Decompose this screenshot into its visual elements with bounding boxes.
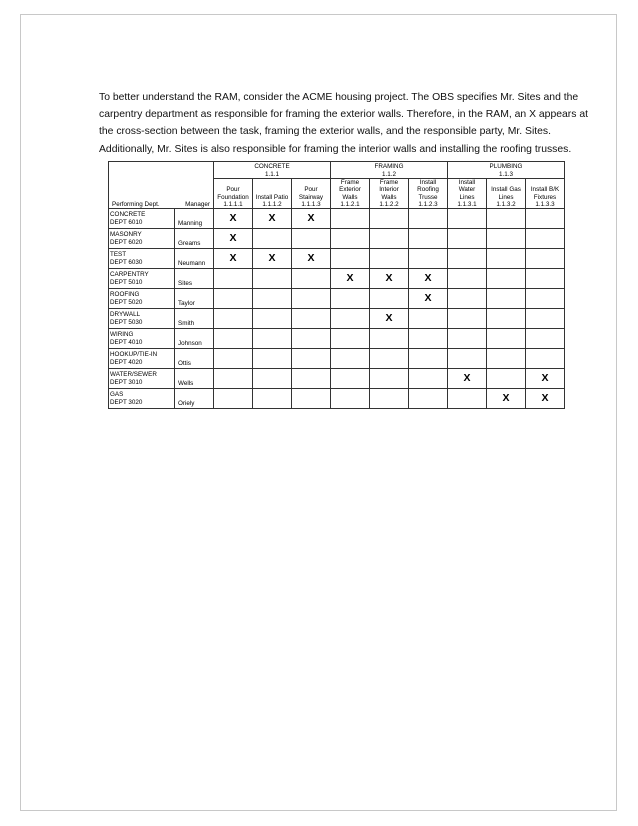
dept-name: DRYWALL [110,311,141,319]
assignment-mark: X [409,269,448,289]
task-label-line: 1.1.1.3 [301,200,321,208]
empty-cell [292,309,331,329]
empty-cell [448,289,487,309]
task-label-line [488,179,524,186]
dept-number: DEPT 3020 [110,398,143,406]
task-label-line: Install Gas [491,186,521,194]
group-code: 1.1.2 [331,171,448,179]
task-header [487,179,526,209]
empty-cell [331,389,370,409]
empty-cell [370,329,409,349]
empty-cell [487,289,526,309]
task-label-line: 1.1.3.3 [535,200,555,208]
empty-cell [487,329,526,349]
task-header [292,179,331,209]
manager-cell: Wells [175,369,214,389]
dept-cell [109,269,175,289]
task-label-line: Frame [379,179,399,187]
assignment-mark: X [253,249,292,269]
table-row [109,289,565,309]
dept-number: DEPT 5020 [110,298,143,306]
assignment-mark: X [448,369,487,389]
table-row [109,389,565,409]
dept-name: CONCRETE [110,211,146,219]
table-row [109,309,565,329]
group-name-plumbing: PLUMBING [448,162,565,172]
task-label-line: Fixtures [533,193,557,201]
manager-cell: Manning [175,209,214,229]
dept-name: MASONRY [110,231,142,239]
empty-cell [370,229,409,249]
assignment-mark: X [214,229,253,249]
dept-number: DEPT 6030 [110,258,143,266]
assignment-mark: X [526,369,565,389]
dept-number: DEPT 4010 [110,338,143,346]
empty-cell [331,229,370,249]
manager-cell: Ottis [175,349,214,369]
empty-cell [448,349,487,369]
performing-dept-header: Performing Dept. [112,200,160,208]
manager-cell: Oriely [175,389,214,409]
assignment-mark: X [409,289,448,309]
empty-cell [253,269,292,289]
empty-cell [487,249,526,269]
task-label-line [215,179,251,186]
manager-cell: Sites [175,269,214,289]
task-label-line: Exterior [339,186,361,194]
task-label-line: 1.1.3.1 [457,200,477,208]
table-row [109,269,565,289]
empty-cell [214,309,253,329]
empty-cell [331,209,370,229]
task-label-line: 1.1.2.2 [379,200,399,208]
empty-cell [409,329,448,349]
manager-cell: Greams [175,229,214,249]
empty-cell [214,269,253,289]
empty-cell [370,289,409,309]
manager-cell: Neumann [175,249,214,269]
empty-cell [331,369,370,389]
assignment-mark: X [292,209,331,229]
table-row [109,369,565,389]
empty-cell [409,369,448,389]
group-code: 1.1.3 [448,171,565,179]
empty-cell [214,389,253,409]
empty-cell [526,249,565,269]
task-header [214,179,253,209]
empty-cell [331,249,370,269]
dept-name: TEST [110,251,127,259]
group-code: 1.1.1 [214,171,331,179]
ram-table-container [108,161,565,409]
task-label-line: Lines [498,193,514,201]
manager-cell: Taylor [175,289,214,309]
assignment-mark: X [370,309,409,329]
task-label-line: 1.1.1.2 [262,200,282,208]
empty-cell [448,389,487,409]
empty-cell [526,209,565,229]
dept-cell [109,329,175,349]
empty-cell [253,289,292,309]
document-page [20,14,617,811]
assignment-mark: X [526,389,565,409]
table-row [109,229,565,249]
task-label-line: 1.1.1.1 [223,200,243,208]
empty-cell [253,389,292,409]
dept-name: ROOFING [110,291,140,299]
dept-cell [109,229,175,249]
group-header-row [109,162,565,172]
intro-paragraph: To better understand the RAM, consider the ACME housing project. The OBS specifies Mr. Sites and the carpentry department as responsible for framing the exterior walls. Therefore, in the RAM, an X appears at the cross-section between the task, framing the exterior walls, and the responsible party, Mr. Sites. Additionally, Mr. Sites is also responsible for framing the interior walls and installing the roofing trusses. [99,92,588,155]
empty-cell [409,209,448,229]
dept-number: DEPT 3010 [110,378,143,386]
dept-cell [109,209,175,229]
task-header [526,179,565,209]
dept-number: DEPT 6010 [110,218,143,226]
empty-cell [331,349,370,369]
assignment-mark: X [487,389,526,409]
empty-cell [370,209,409,229]
empty-cell [526,309,565,329]
task-label-line: Roofing [417,186,439,194]
task-label-line: Install B/K [530,186,560,194]
responsibility-assignment-matrix [108,161,565,409]
empty-cell [487,349,526,369]
empty-cell [331,289,370,309]
empty-cell [448,269,487,289]
dept-name: GAS [110,391,124,399]
manager-cell: Johnson [175,329,214,349]
dept-cell [109,349,175,369]
empty-cell [253,229,292,249]
empty-cell [253,329,292,349]
empty-cell [409,229,448,249]
task-label-line: 1.1.2.1 [340,200,360,208]
task-label-line: Pour [304,186,318,194]
task-label-line: 1.1.2.3 [418,200,438,208]
dept-cell [109,369,175,389]
task-label-line: Walls [342,193,358,201]
empty-cell [448,309,487,329]
task-header [370,179,409,209]
group-name-framing: FRAMING [331,162,448,172]
task-header [448,179,487,209]
task-label-line: Water [458,186,476,194]
empty-cell [526,349,565,369]
empty-cell [214,369,253,389]
table-row [109,349,565,369]
assignment-mark: X [370,269,409,289]
task-label-line: Foundation [217,193,249,201]
task-label-line [254,179,290,186]
task-label-line: Lines [459,193,475,201]
empty-cell [253,309,292,329]
dept-name: WIRING [110,331,134,339]
dept-cell [109,289,175,309]
empty-cell [448,209,487,229]
empty-cell [526,289,565,309]
table-row [109,209,565,229]
empty-cell [487,229,526,249]
empty-cell [448,229,487,249]
empty-cell [409,389,448,409]
assignment-mark: X [214,209,253,229]
task-label-line: Stairway [298,193,324,201]
table-row [109,329,565,349]
empty-cell [292,269,331,289]
empty-cell [448,249,487,269]
task-label-line: Install Patio [255,193,289,201]
empty-cell [292,289,331,309]
empty-cell [214,329,253,349]
table-row [109,249,565,269]
assignment-mark: X [331,269,370,289]
empty-cell [331,329,370,349]
empty-cell [253,349,292,369]
task-label-line [254,186,290,193]
empty-cell [370,369,409,389]
task-label-line: Frame [340,179,360,187]
dept-name: HOOKUP/TIE-IN [110,351,158,359]
task-label-line: Walls [381,193,397,201]
empty-cell [526,269,565,289]
empty-cell [370,249,409,269]
empty-cell [487,209,526,229]
empty-cell [292,329,331,349]
empty-cell [370,349,409,369]
empty-cell [331,309,370,329]
empty-cell [487,309,526,329]
assignment-mark: X [214,249,253,269]
dept-name: WATER/SEWER [110,371,157,379]
group-name-concrete: CONCRETE [214,162,331,172]
dept-cell [109,389,175,409]
empty-cell [292,369,331,389]
task-label-line: Install [419,179,437,187]
empty-cell [409,349,448,369]
dept-name: CARPENTRY [110,271,149,279]
empty-cell [487,269,526,289]
task-header [331,179,370,209]
empty-cell [292,349,331,369]
assignment-mark: X [292,249,331,269]
empty-cell [526,229,565,249]
empty-cell [409,309,448,329]
task-label-line [293,179,329,186]
dept-cell [109,309,175,329]
manager-header: Manager [185,200,210,208]
empty-cell [214,289,253,309]
dept-number: DEPT 5030 [110,318,143,326]
task-header [409,179,448,209]
task-label-line [527,179,563,186]
empty-cell [448,329,487,349]
task-header [253,179,292,209]
task-label-line: Install [458,179,476,187]
dept-cell [109,249,175,269]
empty-cell [526,329,565,349]
empty-cell [487,369,526,389]
manager-cell: Smith [175,309,214,329]
empty-cell [292,389,331,409]
empty-cell [253,369,292,389]
dept-number: DEPT 4020 [110,358,143,366]
empty-cell [409,249,448,269]
dept-number: DEPT 5010 [110,278,143,286]
row-header-corner [109,162,214,209]
task-label-line: Trusse [418,193,438,201]
empty-cell [292,229,331,249]
empty-cell [214,349,253,369]
task-label-line: Interior [379,186,399,194]
dept-number: DEPT 6020 [110,238,143,246]
task-label-line: 1.1.3.2 [496,200,516,208]
empty-cell [370,389,409,409]
assignment-mark: X [253,209,292,229]
task-label-line: Pour [226,186,240,194]
